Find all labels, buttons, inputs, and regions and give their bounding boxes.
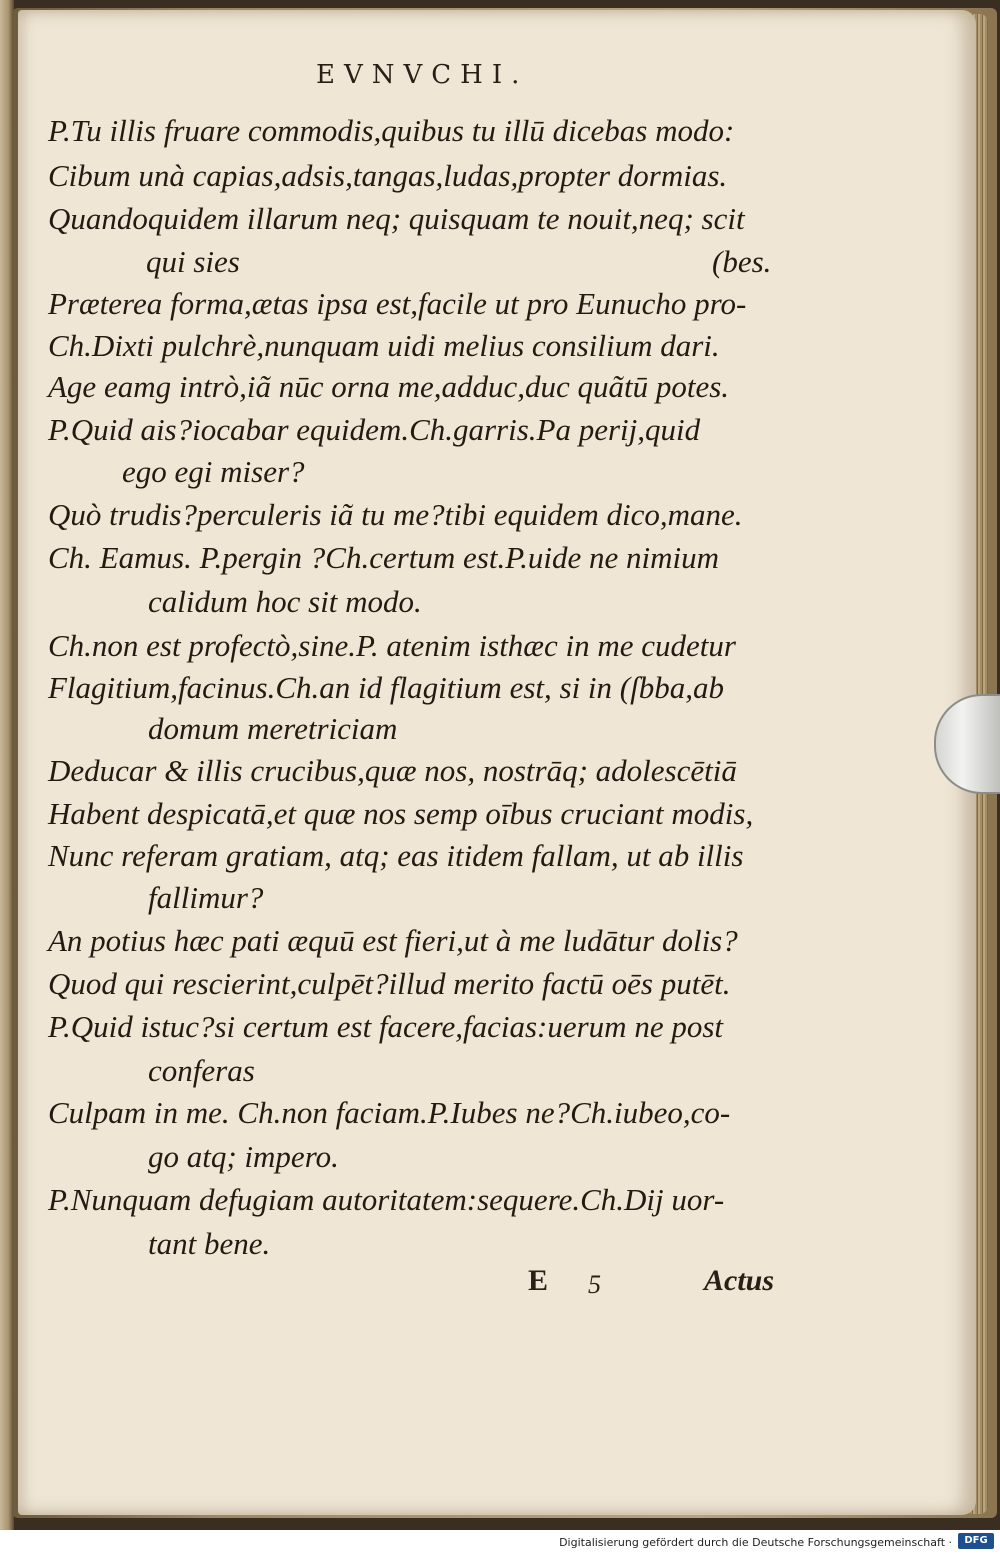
text-line: Culpam in me. Ch.non faciam.P.Iubes ne?Ch.iubeo,co-: [48, 1095, 731, 1130]
bracket-fragment: (bes.: [712, 244, 772, 279]
text-line: Ch. Eamus. P.pergin ?Ch.certum est.P.uide ne nimium: [48, 540, 720, 575]
text-line: An potius hæc pati æquū est fieri,ut à me ludātur dolis?: [48, 923, 738, 958]
text-line: conferas: [148, 1053, 255, 1088]
text-line: Flagitium,facinus.Ch.an id flagitium est, si in (ſbba,ab: [48, 670, 724, 705]
dfg-logo-icon: DFG: [958, 1533, 994, 1549]
text-line: Cibum unà capias,adsis,tangas,ludas,propter dormias.: [48, 158, 728, 193]
text-line: qui sies: [146, 244, 240, 279]
text-line: go atq; impero.: [148, 1139, 339, 1174]
running-head: EVNVCHI.: [316, 60, 529, 90]
text-line: fallimur?: [148, 880, 264, 915]
text-line: tant bene.: [148, 1226, 271, 1261]
signature-mark: E: [528, 1264, 549, 1297]
text-line: Quò trudis?perculeris iã tu me?tibi equidem dico,mane.: [48, 497, 743, 532]
text-line: Nunc referam gratiam, atq; eas itidem fallam, ut ab illis: [48, 838, 744, 873]
text-line: calidum hoc sit modo.: [148, 584, 422, 619]
text-line: Ch.Dixti pulchrè,nunquam uidi melius consilium dari.: [48, 328, 720, 363]
text-line: domum meretriciam: [148, 711, 398, 746]
text-line: Quandoquidem illarum neq; quisquam te nouit,neq; scit: [48, 201, 745, 236]
catchword: Actus: [704, 1264, 775, 1297]
text-line: P.Tu illis fruare commodis,quibus tu illū dicebas modo:: [48, 113, 735, 148]
text-line: Quod qui rescierint,culpēt?illud merito factū oēs putēt.: [48, 966, 731, 1001]
text-line: Deducar & illis crucibus,quæ nos, nostrāq; adolescētiā: [48, 753, 737, 788]
text-line: P.Quid istuc?si certum est facere,facias:uerum ne post: [48, 1009, 724, 1044]
text-line: Age eamg intrò,iã nūc orna me,adduc,duc quãtū potes.: [48, 369, 730, 404]
text-line: P.Quid ais?iocabar equidem.Ch.garris.Pa perij,quid: [48, 412, 701, 447]
credit-text: Digitalisierung gefördert durch die Deutsche Forschungsgemeinschaft ·: [559, 1536, 952, 1549]
text-line: Præterea forma,ætas ipsa est,facile ut pro Eunucho pro-: [48, 286, 747, 321]
text-line: Ch.non est profectò,sine.P. atenim isthæc in me cudetur: [48, 628, 736, 663]
text-line: P.Nunquam defugiam autoritatem:sequere.Ch.Dij uor-: [48, 1182, 725, 1217]
text-line: Habent despicatā,et quæ nos semp oībus cruciant modis,: [48, 796, 754, 831]
book-page: [18, 10, 976, 1515]
text-line: ego egi miser?: [122, 454, 305, 489]
leaf-number: 5: [588, 1270, 601, 1299]
